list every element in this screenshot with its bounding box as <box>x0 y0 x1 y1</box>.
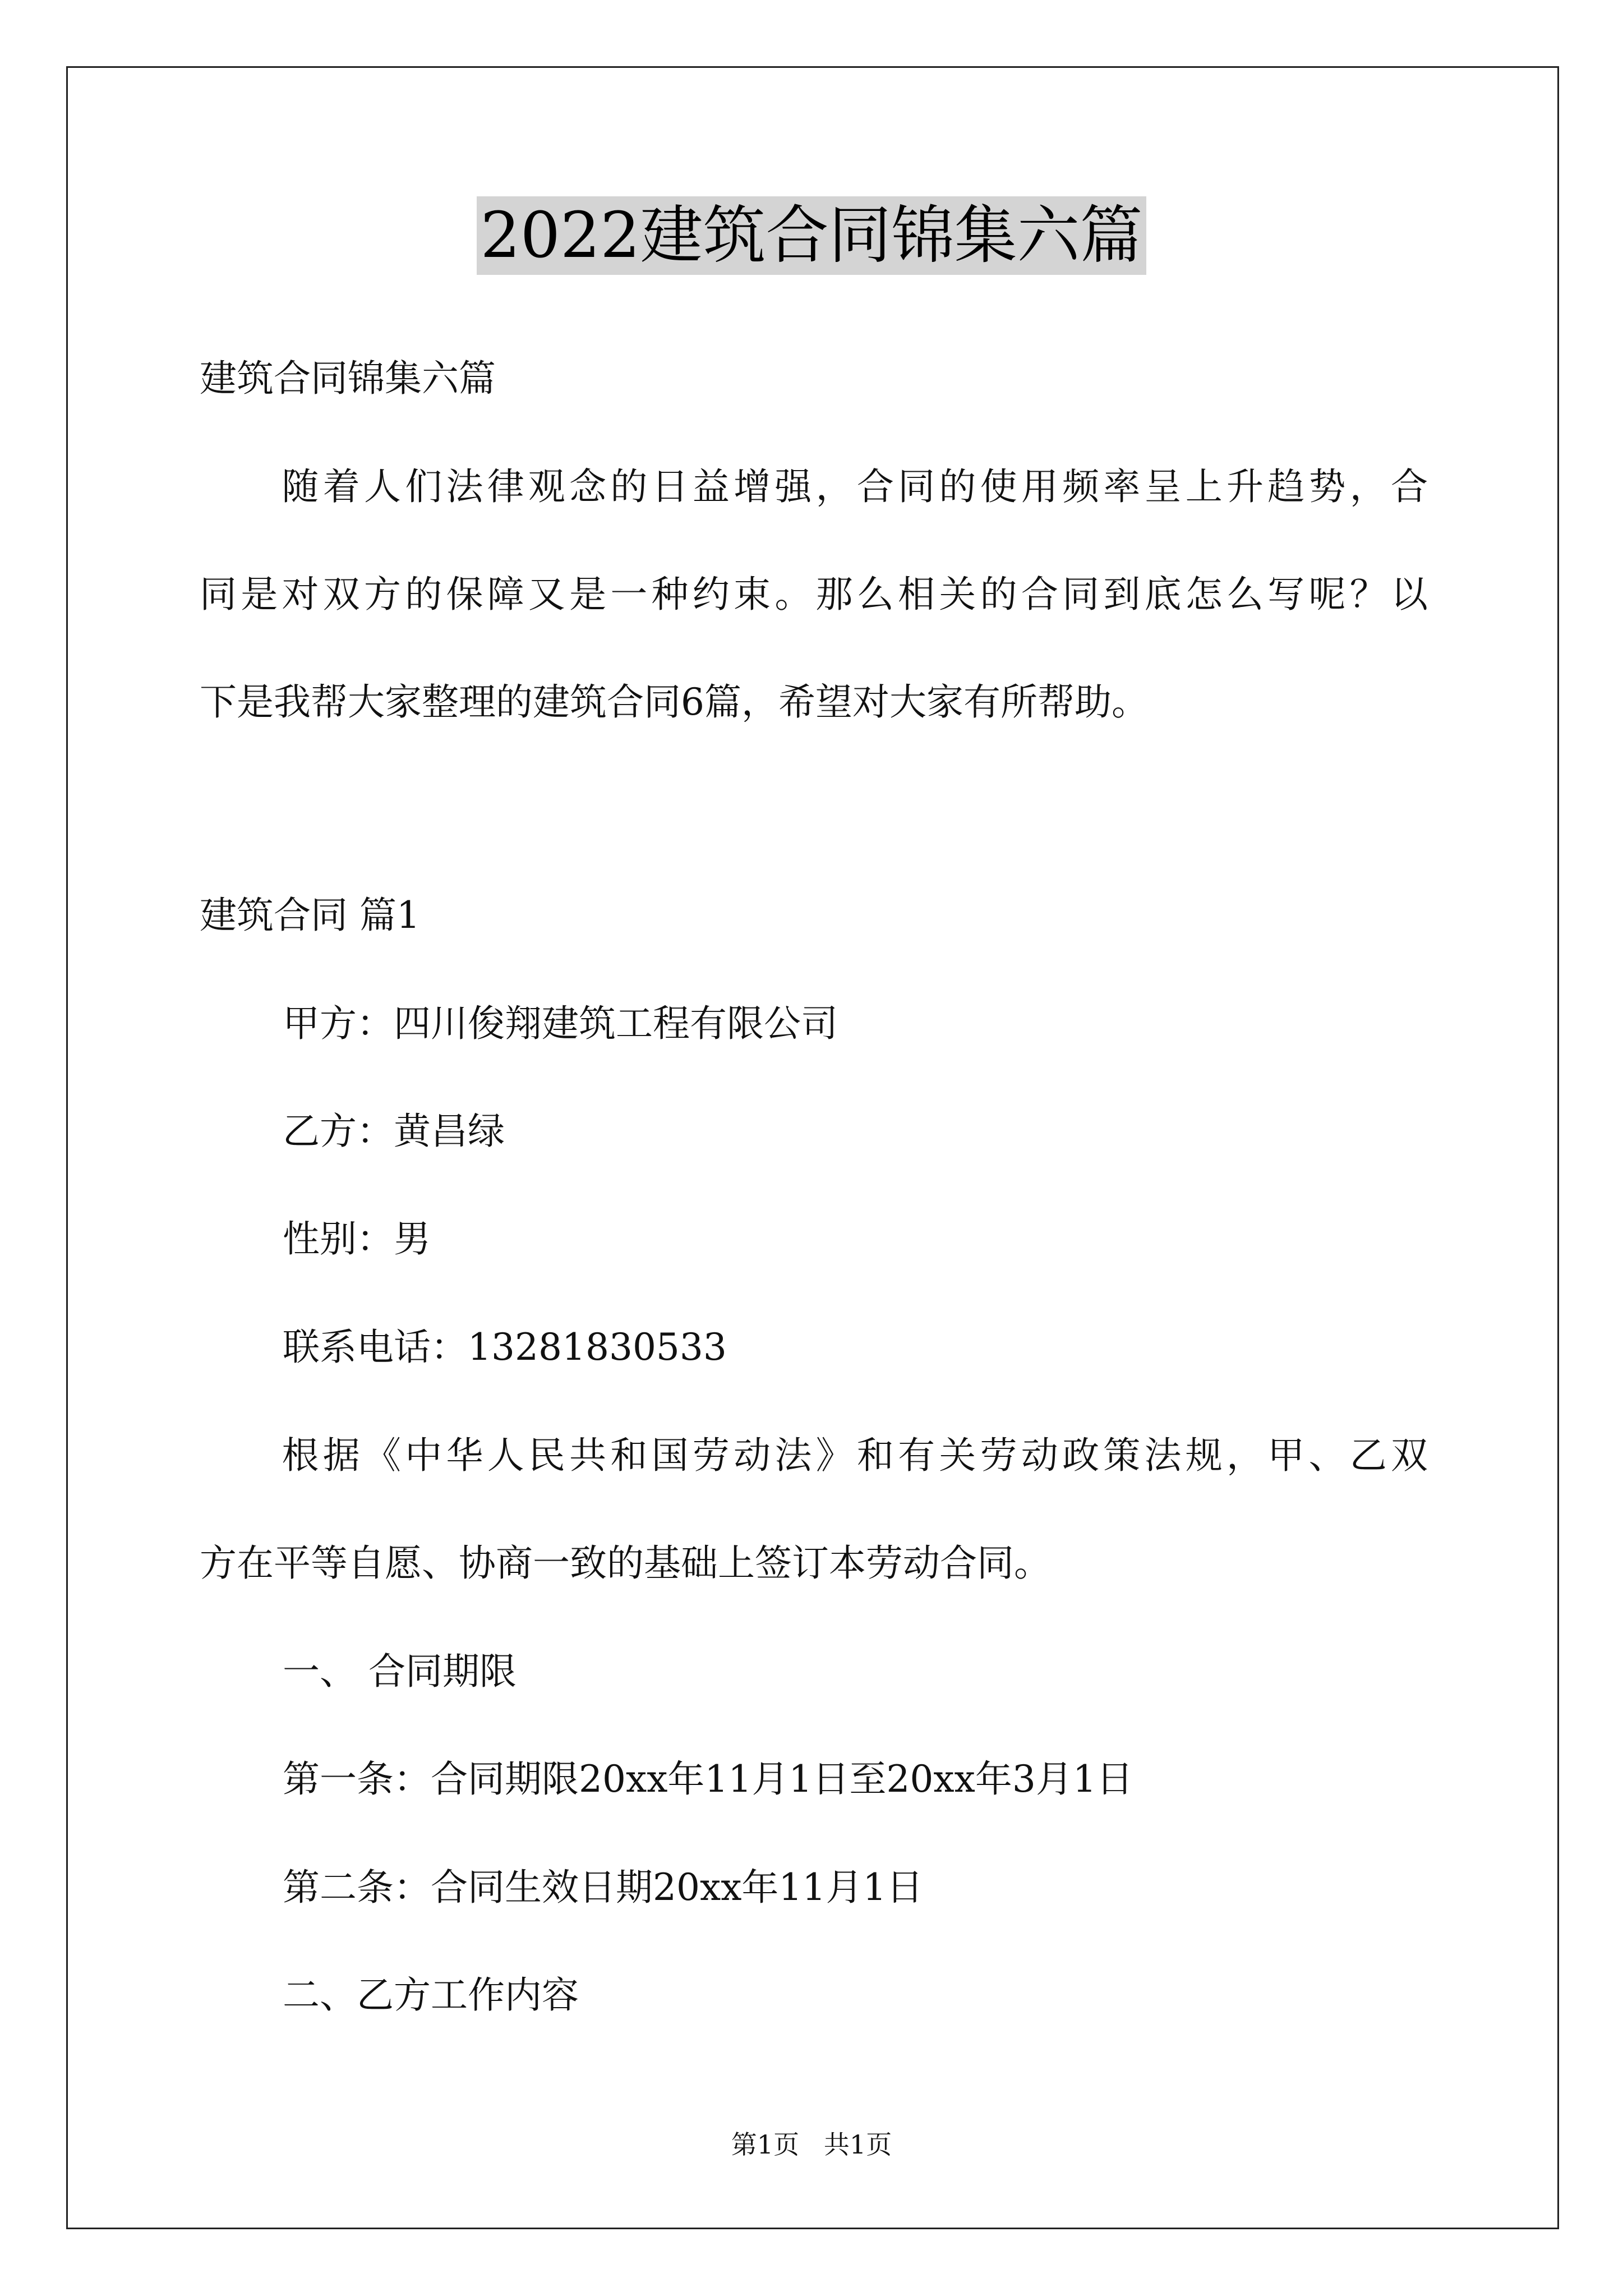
clause-heading-term: 一、 合同期限 <box>283 1650 517 1693</box>
basis-line-1: 根据《中华人民共和国劳动法》和有关劳动政策法规，甲、乙双 <box>200 1434 1428 1477</box>
page-footer: 第1页 共1页 <box>731 2129 892 2160</box>
basis-line-2: 方在平等自愿、协商一致的基础上签订本劳动合同。 <box>200 1542 1051 1585</box>
article-2: 第二条：合同生效日期20xx年11月1日 <box>283 1866 924 1909</box>
section-heading: 建筑合同 篇1 <box>200 894 420 937</box>
party-a: 甲方：四川俊翔建筑工程有限公司 <box>283 1002 838 1045</box>
article-1: 第一条：合同期限20xx年11月1日至20xx年3月1日 <box>283 1757 1133 1801</box>
document-subtitle: 建筑合同锦集六篇 <box>200 357 496 400</box>
clause-heading-work: 二、乙方工作内容 <box>283 1973 579 2017</box>
title-container <box>0 196 1623 275</box>
document-title: 2022建筑合同锦集六篇 <box>477 196 1146 275</box>
intro-line-1: 随着人们法律观念的日益增强，合同的使用频率呈上升趋势，合 <box>200 465 1428 508</box>
gender-field: 性别：男 <box>283 1217 431 1260</box>
phone-field: 联系电话：13281830533 <box>283 1326 727 1369</box>
intro-line-2: 同是对双方的保障又是一种约束。那么相关的合同到底怎么写呢？以 <box>200 573 1428 616</box>
intro-line-3: 下是我帮大家整理的建筑合同6篇，希望对大家有所帮助。 <box>200 680 1149 724</box>
party-b: 乙方：黄昌绿 <box>283 1110 505 1153</box>
